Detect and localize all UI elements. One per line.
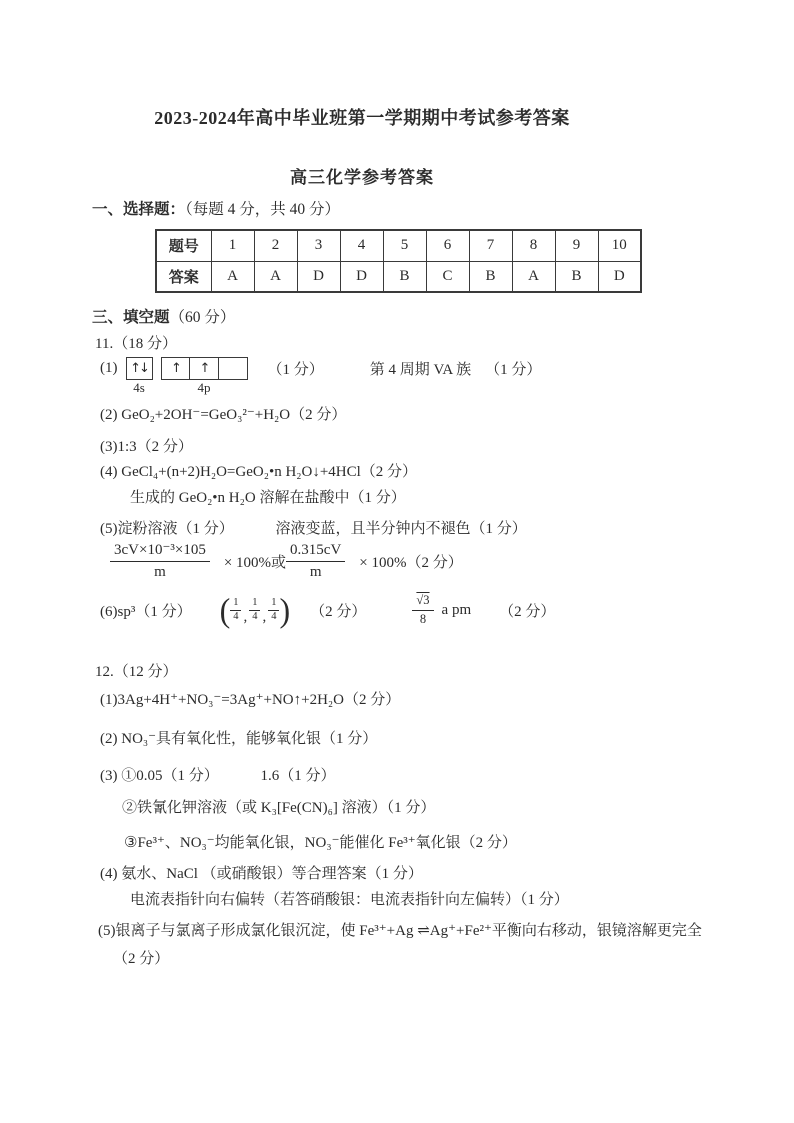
orbital-label-4s: 4s bbox=[133, 379, 145, 395]
q12-item4b-line: 电流表指针向右偏转（若答硝酸银：电流表指针向左偏转）（1 分） bbox=[130, 892, 569, 908]
answer-table bbox=[155, 229, 642, 293]
fraction-2-denominator: m bbox=[309, 563, 322, 580]
question-number: 6 bbox=[426, 230, 469, 261]
orbital-box-4p-2: ↑ bbox=[189, 357, 219, 380]
section-blank-note: （60 分） bbox=[169, 309, 236, 326]
q12-item5-line: (5)银离子与氯离子形成氯化银沉淀，使 Fe³⁺+Ag ⇌Ag⁺+Fe²⁺平衡向右移动，银镜溶解更完全 bbox=[98, 923, 702, 939]
answer-value: B bbox=[383, 261, 426, 292]
section-choice-label: 一、选择题： bbox=[92, 201, 186, 218]
row-label-answers: 答案 bbox=[156, 261, 211, 292]
q11-item1-score1: （1 分） bbox=[267, 361, 324, 378]
orbital-label-4p: 4p bbox=[197, 379, 211, 395]
question-number: 1 bbox=[211, 230, 254, 261]
q11-item3-line: (3)1:3（2 分） bbox=[100, 439, 193, 455]
q11-item5-answer1: (5)淀粉溶液（1 分） bbox=[100, 521, 234, 537]
q12-item3a-line bbox=[100, 764, 336, 785]
q11-item6-head: (6)sp³（1 分） bbox=[100, 603, 192, 620]
question-number: 8 bbox=[512, 230, 555, 261]
answer-table-answer-row bbox=[156, 261, 641, 292]
orbital-box-4p-3 bbox=[218, 357, 248, 380]
tuple-fraction-3-num: 1 bbox=[268, 597, 279, 610]
q11-item1-score2: （1 分） bbox=[485, 361, 542, 378]
answer-value: A bbox=[254, 261, 297, 292]
q11-item1-line bbox=[100, 352, 542, 395]
orbital-box-4p-1: ↑ bbox=[161, 357, 191, 380]
q11-item1-label: (1) bbox=[100, 359, 118, 376]
orbital-box-4s: ↑↓ bbox=[126, 357, 153, 380]
answer-value: A bbox=[512, 261, 555, 292]
q11-item1-answer2: 第 4 周期 VA 族 bbox=[369, 361, 472, 378]
tuple-fraction-3-den: 4 bbox=[271, 610, 277, 622]
tuple-fraction-1-den: 4 bbox=[233, 610, 239, 622]
q11-item6-after-sqrt: a pm bbox=[441, 601, 472, 618]
tuple-fraction-2-num: 1 bbox=[249, 597, 260, 610]
question-number: 4 bbox=[340, 230, 383, 261]
q12-item3b-line: ②铁氰化钾溶液（或 K₃[Fe(CN)₆] 溶液）（1 分） bbox=[122, 800, 436, 816]
q11-item2-line: (2) GeO₂+2OH⁻=GeO₃²⁻+H₂O（2 分） bbox=[100, 407, 347, 423]
tuple-fraction-2 bbox=[249, 597, 260, 622]
tuple-fraction-1 bbox=[230, 597, 241, 622]
tuple-fraction-2-den: 4 bbox=[252, 610, 258, 622]
q12-item4a-line: (4) 氨水、NaCl （或硝酸银）等合理答案（1 分） bbox=[100, 866, 423, 882]
row-label-numbers: 题号 bbox=[156, 230, 211, 261]
fraction-1-numerator: 3cV×10⁻³×105 bbox=[110, 541, 210, 562]
tuple-comma-1: , bbox=[243, 609, 248, 625]
q11-item4-note-line: 生成的 GeO₂•n H₂O 溶解在盐酸中（1 分） bbox=[130, 490, 406, 506]
answer-value: D bbox=[297, 261, 340, 292]
q11-heading: 11.（18 分） bbox=[95, 336, 177, 352]
sqrt-fraction-den: 8 bbox=[419, 611, 427, 626]
q12-item3c-line: ③Fe³⁺、NO₃⁻均能氧化银，NO₃⁻能催化 Fe³⁺氧化银（2 分） bbox=[124, 835, 517, 851]
sqrt-fraction bbox=[412, 593, 433, 627]
question-number: 5 bbox=[383, 230, 426, 261]
section-blank-label: 三、填空题 bbox=[92, 309, 170, 326]
orbital-4s-group bbox=[126, 357, 153, 395]
formula-middle-text: × 100%或 bbox=[223, 554, 287, 571]
answer-value: C bbox=[426, 261, 469, 292]
q12-item2-line: (2) NO₃⁻具有氧化性，能够氧化银（1 分） bbox=[100, 731, 378, 747]
answer-value: B bbox=[469, 261, 512, 292]
tuple-fraction-1-num: 1 bbox=[230, 597, 241, 610]
question-number: 2 bbox=[254, 230, 297, 261]
q11-item4-line: (4) GeCl₄+(n+2)H₂O=GeO₂•n H₂O↓+4HCl（2 分） bbox=[100, 464, 418, 480]
q11-item6-line bbox=[100, 593, 555, 627]
section-choice-note: （每题 4 分，共 40 分） bbox=[185, 201, 341, 218]
document-title: 2023-2024年高中毕业班第一学期期中考试参考答案 bbox=[154, 108, 570, 128]
fraction-2-numerator: 0.315cV bbox=[286, 541, 345, 562]
question-number: 10 bbox=[598, 230, 641, 261]
q11-item5-formula bbox=[110, 541, 463, 582]
q12-item5-score-line: （2 分） bbox=[113, 951, 170, 967]
q12-item3a-part1: (3) ①0.05（1 分） bbox=[100, 768, 219, 784]
document-subtitle: 高三化学参考答案 bbox=[290, 168, 434, 187]
sqrt-fraction-num: √3 bbox=[412, 593, 433, 611]
q11-item5-answer2: 溶液变蓝，且半分钟内不褪色（1 分） bbox=[275, 521, 527, 537]
tuple-close-paren: ) bbox=[279, 591, 291, 629]
q11-item6-score2: （2 分） bbox=[499, 603, 556, 620]
q11-item6-score1: （2 分） bbox=[310, 603, 367, 620]
fraction-1-denominator: m bbox=[154, 563, 166, 580]
answer-table-number-row bbox=[156, 230, 641, 261]
fraction-1 bbox=[110, 541, 210, 582]
tuple-fraction-3 bbox=[268, 597, 279, 622]
question-number: 3 bbox=[297, 230, 340, 261]
answer-value: D bbox=[598, 261, 641, 292]
q12-item3a-part2: 1.6（1 分） bbox=[260, 768, 336, 784]
formula-tail-text: × 100%（2 分） bbox=[359, 554, 463, 571]
fraction-2 bbox=[286, 541, 345, 582]
orbital-4p-boxes bbox=[161, 357, 248, 380]
answer-value: B bbox=[555, 261, 598, 292]
section-blank-heading bbox=[92, 305, 235, 327]
q12-item1-line: (1)3Ag+4H⁺+NO₃⁻=3Ag⁺+NO↑+2H₂O（2 分） bbox=[100, 692, 401, 708]
tuple-comma-2: , bbox=[262, 609, 267, 625]
tuple-open-paren: ( bbox=[219, 591, 231, 629]
orbital-4p-group bbox=[161, 357, 248, 395]
answer-value: A bbox=[211, 261, 254, 292]
q12-heading: 12.（12 分） bbox=[95, 664, 178, 680]
q11-item5-line bbox=[100, 517, 527, 538]
answer-value: D bbox=[340, 261, 383, 292]
question-number: 9 bbox=[555, 230, 598, 261]
section-choice-heading bbox=[92, 197, 340, 219]
question-number: 7 bbox=[469, 230, 512, 261]
